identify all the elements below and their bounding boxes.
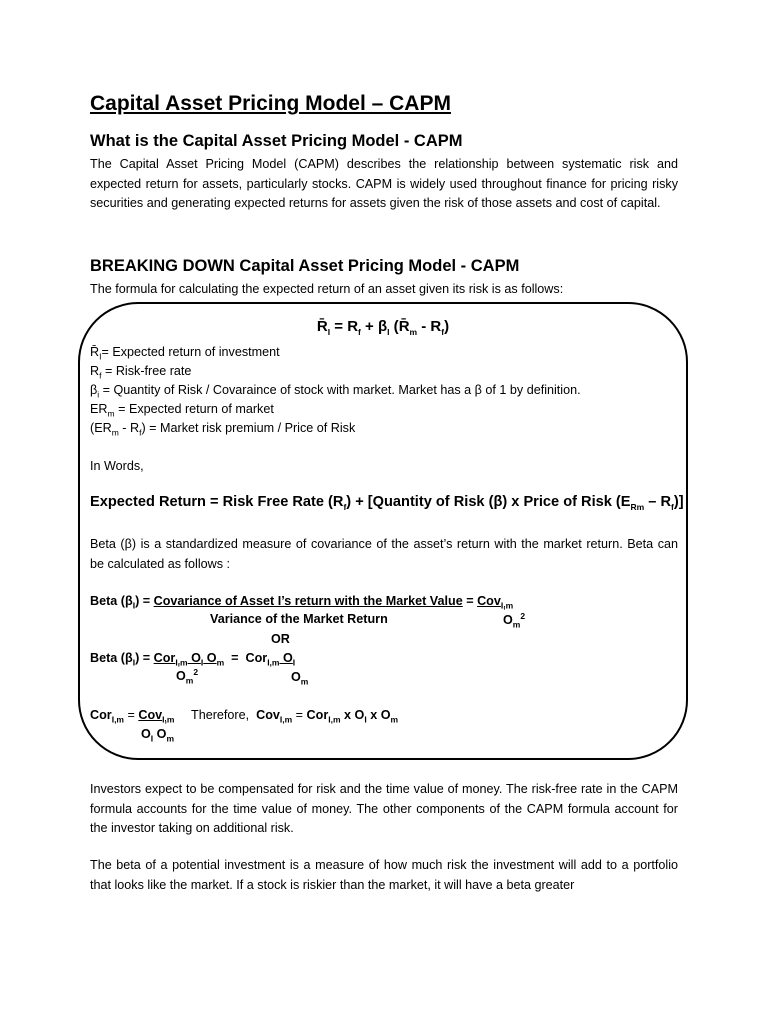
or-label: OR xyxy=(271,632,290,646)
definition-expected-return: $R̄_I=$ Expected return of investment xyxy=(90,345,280,362)
paragraph-beta-investment: The beta of a potential investment is a measure of how much risk the investment will add to a portfolio that looks like the market. If a stock is riskier than the market, it will have a beta greater xyxy=(90,858,678,892)
definition-market-return: $ER_m$ = Expected return of market xyxy=(90,402,274,419)
covariance-formula: Therefore, Cov$_{I,m}$ = Cor$_{I,m}$ x $O_I$ x $O_m$ xyxy=(191,708,399,725)
beta-formula-correlation: Beta $(\beta_I) = Cor_{I,m}$ $O_I$ $O_m = Cor_{I,m}$ $O_I$ xyxy=(90,651,296,668)
definition-beta: $\beta_i$ = Quantity of Risk / Covaraince of stock with market. Market has a β of 1 by definition. xyxy=(90,383,581,400)
definition-risk-free-rate: $R_f$ = Risk-free rate xyxy=(90,364,192,381)
beta-formula-denominator-1: $O_m^2$ xyxy=(176,666,199,686)
beta-description: Beta (β) is a standardized measure of covariance of the asset’s return with the market return. Beta can be calculated as follows : xyxy=(90,537,678,571)
beta-formula-om-squared: $O_m^2$ xyxy=(503,610,526,630)
beta-formula-denominator: Variance of the Market Return xyxy=(210,612,388,626)
page-title: Capital Asset Pricing Model – CAPM xyxy=(90,92,451,115)
in-words-label: In Words, xyxy=(90,459,144,473)
expected-return-equation: Expected Return = Risk Free Rate $(R_f)$ + [Quantity of Risk (β) x Price of Risk $(E_{Rm} - R_f)$] xyxy=(90,494,684,512)
section-heading-breaking-down: BREAKING DOWN Capital Asset Pricing Model - CAPM xyxy=(90,257,520,275)
correlation-formula: Cor$_{I,m}$ = Cov$_{I,m}$ xyxy=(90,708,175,725)
formula-intro: The formula for calculating the expected return of an asset given its risk is as follows: xyxy=(90,282,564,296)
correlation-denominator: $O_I$ $O_m$ xyxy=(141,727,175,744)
definition-market-risk-premium: $(ER_m - R_f)$ = Market risk premium / Price of Risk xyxy=(90,421,356,438)
beta-formula-denominator-2: $O_m$ xyxy=(291,670,309,687)
paragraph-risk-compensation: Investors expect to be compensated for risk and the time value of money. The risk-free rate in the CAPM formula accounts for the time value of money. The other components of the CAPM formula account for the investor taking on additional risk. xyxy=(90,782,678,835)
beta-formula-covariance: Beta $(\beta_I)$ = Covariance of Asset I’s return with the Market Value = Cov$_{I,m}$ xyxy=(90,594,514,611)
section-body-what-is: The Capital Asset Pricing Model (CAPM) describes the relationship between systematic risk and expected return for assets, particularly stocks. CAPM is widely used throughout finance for pricing risky securities and generating expected returns for assets given the risk of those assets and cost of capital. xyxy=(90,157,678,210)
section-heading-what-is: What is the Capital Asset Pricing Model - CAPM xyxy=(90,132,463,150)
capm-formula: $R̄_I = R_f + \beta_I$ $(R̄_m - R_f)$ xyxy=(316,318,450,337)
